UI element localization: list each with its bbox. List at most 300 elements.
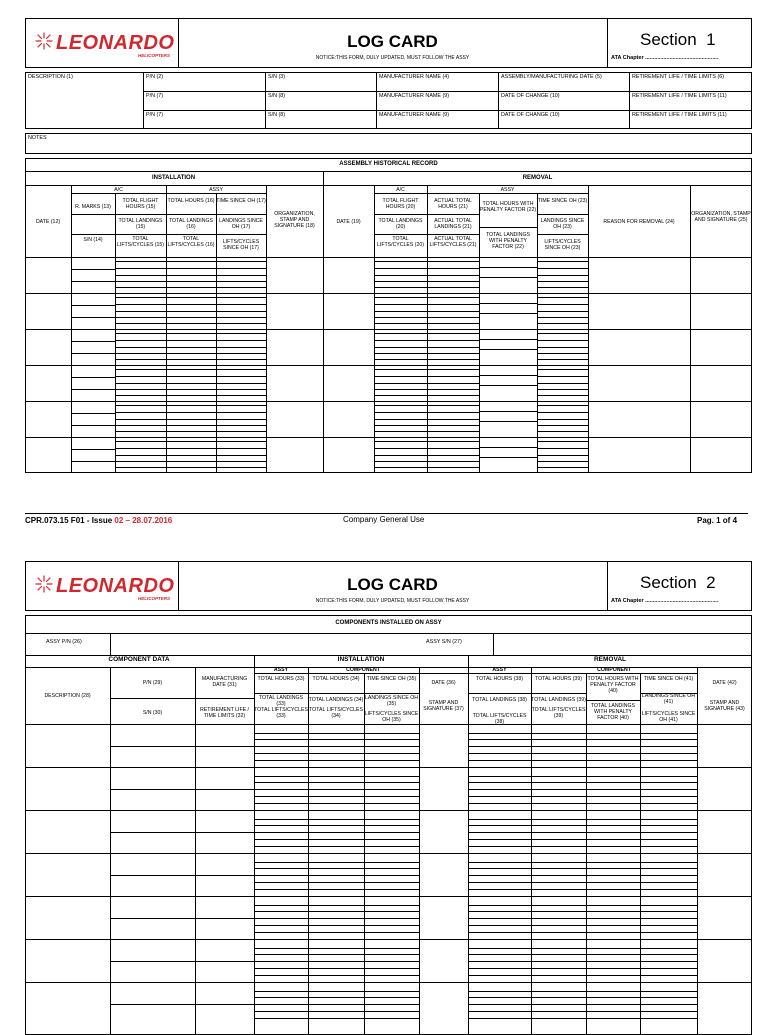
id-ret-1: RETIREMENT LIFE / TIME LIMITS (6): [632, 74, 725, 80]
record-subline: [115, 461, 266, 462]
notice-text-2: NOTICE:THIS FORM, DULY UPDATED, MUST FOLLOW THE ASSY: [315, 598, 470, 604]
component-subline: [254, 819, 419, 820]
record-subline: [537, 425, 588, 426]
record-subline: [115, 261, 266, 262]
component-subline: [468, 1004, 697, 1005]
id-sn-2: S/N (8): [268, 93, 286, 99]
assy-label-install: ASSY: [209, 187, 223, 193]
record-subline: [537, 405, 588, 406]
section-label-2: Section 2: [640, 573, 716, 592]
record-group-divider: [25, 401, 752, 402]
component-subline: [254, 776, 419, 777]
rem-lso41-header: LANDINGS SINCE OH (41): [641, 693, 696, 705]
component-subline: [468, 803, 697, 804]
component-subline: [254, 925, 419, 926]
record-subline: [115, 268, 266, 269]
removal-tlpf-header: TOTAL LANDINGS WITH PENALTY FACTOR (22): [485, 232, 530, 250]
inst-stamp37-header: STAMP AND SIGNATURE (37): [423, 700, 464, 712]
component-subline: [110, 961, 254, 962]
logo-wordmark-2: LEONARDO: [56, 575, 175, 597]
record-subline: [71, 341, 116, 342]
notes-label: NOTES: [28, 135, 47, 141]
component-subline: [468, 925, 697, 926]
component-subline: [468, 796, 697, 797]
record-subline: [115, 412, 266, 413]
comp-ret-header: RETIREMENT LIFE / TIME LIMITS (32): [200, 707, 249, 719]
record-subline: [537, 376, 588, 377]
removal-label-2: REMOVAL: [593, 656, 627, 663]
component-subline: [468, 905, 697, 906]
inst-date36-header: DATE (36): [431, 680, 456, 686]
record-subline: [479, 267, 537, 268]
notes-box[interactable]: [25, 133, 752, 154]
removal-tso-header: TIME SINCE OH (23): [537, 198, 588, 204]
footer-page-number: Pag. 1 of 4: [697, 516, 738, 525]
component-subline: [468, 832, 697, 833]
logo-subtitle-2: HELICOPTERS: [138, 596, 171, 601]
record-subline: [115, 389, 266, 390]
record-subline: [537, 448, 588, 449]
record-subline: [71, 449, 116, 450]
removal-date-header: DATE (19): [336, 219, 361, 225]
component-group-divider: [25, 767, 752, 768]
record-subline: [374, 389, 479, 390]
record-subline: [115, 441, 266, 442]
component-subline: [254, 862, 419, 863]
rem-tl38-header: TOTAL LANDINGS (38): [472, 697, 527, 703]
page-title-2: LOG CARD: [347, 575, 438, 594]
record-subline: [115, 419, 266, 420]
record-subline: [537, 268, 588, 269]
record-subline: [537, 412, 588, 413]
record-subline: [115, 317, 266, 318]
install-tso-header: TIME SINCE OH (17): [216, 198, 266, 204]
inst-tl33-header: TOTAL LANDINGS (33): [258, 695, 303, 707]
rem-tlpf40-header: TOTAL LANDINGS WITH PENALTY FACTOR (40): [590, 703, 635, 721]
record-group-divider: [25, 293, 752, 294]
component-subline: [254, 918, 419, 919]
install-rmarks-header: R. MARKS (13): [75, 204, 111, 210]
component-subline: [110, 875, 254, 876]
record-subline: [537, 395, 588, 396]
record-subline: [374, 425, 479, 426]
record-subline: [537, 261, 588, 262]
record-subline: [479, 457, 537, 458]
removal-thpf-header: TOTAL HOURS WITH PENALTY FACTOR (22): [479, 201, 537, 213]
components-title: COMPONENTS INSTALLED ON ASSY: [335, 620, 442, 626]
install-tlc-header: TOTAL LIFTS/CYCLES (15): [117, 236, 164, 248]
rem-th39-header: TOTAL HOURS (39): [535, 676, 582, 682]
record-subline: [374, 347, 479, 348]
record-subline: [479, 303, 537, 304]
comp-desc-header: DESCRIPTION (28): [44, 693, 91, 699]
record-subline: [374, 340, 479, 341]
component-group-divider: [25, 810, 752, 811]
record-subline: [374, 419, 479, 420]
record-subline: [537, 317, 588, 318]
component-subline: [254, 825, 419, 826]
component-subline: [254, 954, 419, 955]
record-subline: [537, 347, 588, 348]
component-subline: [468, 975, 697, 976]
removal-reason-header: REASON FOR REMOVAL (24): [603, 219, 675, 225]
record-subline: [479, 339, 537, 340]
component-group-divider: [25, 853, 752, 854]
component-subline: [254, 975, 419, 976]
record-subline: [115, 297, 266, 298]
record-subline: [537, 455, 588, 456]
install-org-header: ORGANIZATION, STAMP AND SIGNATURE (18): [274, 211, 315, 229]
record-subline: [115, 425, 266, 426]
record-subline: [71, 377, 116, 378]
component-subline: [468, 825, 697, 826]
record-subline: [374, 431, 479, 432]
record-subline: [374, 333, 479, 334]
removal-tfh-header: TOTAL FLIGHT HOURS (20): [382, 198, 419, 210]
component-subline: [468, 889, 697, 890]
record-group-divider: [25, 329, 752, 330]
component-subline: [254, 875, 419, 876]
record-subline: [115, 359, 266, 360]
leonardo-starburst-icon: [33, 574, 55, 594]
record-subline: [479, 421, 537, 422]
install-tlc2-header: TOTAL LIFTS/CYCLES (16): [167, 236, 215, 248]
record-subline: [537, 304, 588, 305]
inst-lso35-header: LANDINGS SINCE OH (35): [364, 695, 419, 707]
rem-tlc39-header: TOTAL LIFTS/CYCLES (39): [531, 707, 586, 719]
record-subline: [537, 461, 588, 462]
component-subline: [254, 932, 419, 933]
comp-sn-header: S/N (30): [142, 710, 163, 716]
record-subline: [71, 353, 116, 354]
component-subline: [254, 911, 419, 912]
ac-label-removal: A/C: [396, 187, 405, 193]
component-subline: [468, 819, 697, 820]
component-subline: [468, 760, 697, 761]
component-subline: [254, 760, 419, 761]
record-subline: [479, 349, 537, 350]
id-pn-2: P/N (7): [146, 93, 164, 99]
record-subline: [374, 441, 479, 442]
rem-tl39-header: TOTAL LANDINGS (39): [531, 697, 586, 703]
record-subline: [71, 269, 116, 270]
ac-label-install: A/C: [114, 187, 123, 193]
record-subline: [115, 448, 266, 449]
record-subline: [374, 261, 479, 262]
record-subline: [115, 353, 266, 354]
removal-atlc-header: ACTUAL TOTAL LIFTS/CYCLES (21): [429, 236, 477, 248]
record-subline: [115, 323, 266, 324]
component-subline: [254, 839, 419, 840]
component-subline: [468, 846, 697, 847]
record-subline: [537, 359, 588, 360]
component-label-2a: COMPONENT: [346, 667, 380, 673]
logo-subtitle: HELICOPTERS: [138, 53, 171, 58]
component-subline: [468, 948, 697, 949]
component-subline: [468, 961, 697, 962]
install-sn-header: S/N (14): [83, 237, 103, 243]
component-subline: [468, 868, 697, 869]
record-subline: [537, 369, 588, 370]
record-subline: [537, 431, 588, 432]
inst-th34-header: TOTAL HOURS (34): [312, 676, 360, 682]
record-subline: [479, 313, 537, 314]
record-subline: [537, 275, 588, 276]
record-subline: [374, 455, 479, 456]
component-subline: [254, 1018, 419, 1019]
record-subline: [374, 412, 479, 413]
record-subline: [374, 317, 479, 318]
component-subline: [254, 1004, 419, 1005]
inst-lcso35-header: LIFTS/CYCLES SINCE OH (35): [364, 711, 419, 723]
installation-label-2: INSTALLATION: [337, 656, 385, 663]
record-subline: [537, 353, 588, 354]
record-subline: [115, 347, 266, 348]
comp-pn-header: P/N (29): [142, 680, 163, 686]
component-subline: [468, 882, 697, 883]
record-subline: [71, 317, 116, 318]
record-subline: [374, 311, 479, 312]
removal-tl-header: TOTAL LANDINGS (20): [378, 218, 423, 230]
record-subline: [115, 455, 266, 456]
record-subline: [479, 385, 537, 386]
id-desc-1: DESCRIPTION (1): [28, 74, 73, 80]
component-subline: [110, 918, 254, 919]
ata-chapter-2: ATA Chapter ................................................: [611, 598, 719, 604]
notice-text: NOTICE:THIS FORM, DULY UPDATED, MUST FOLLOW THE ASSY: [315, 55, 470, 61]
component-subline: [468, 1018, 697, 1019]
record-subline: [115, 369, 266, 370]
record-subline: [115, 340, 266, 341]
record-subline: [537, 297, 588, 298]
component-subline: [254, 948, 419, 949]
install-tl-header: TOTAL LANDINGS (15): [118, 218, 163, 230]
record-group-divider: [25, 365, 752, 366]
record-subline: [115, 333, 266, 334]
record-subline: [374, 405, 479, 406]
record-subline: [71, 461, 116, 462]
component-subline: [468, 746, 697, 747]
component-subline: [468, 932, 697, 933]
id-ret-2: RETIREMENT LIFE / TIME LIMITS (11): [632, 93, 727, 99]
ata-chapter: ATA Chapter ................................................: [611, 55, 719, 61]
logo-wordmark: LEONARDO: [56, 32, 175, 54]
id-ret-3: RETIREMENT LIFE / TIME LIMITS (11): [632, 112, 727, 118]
component-subline: [254, 868, 419, 869]
removal-lso-header: LANDINGS SINCE OH (23): [540, 218, 585, 230]
component-group-divider: [25, 982, 752, 983]
component-subline: [254, 753, 419, 754]
component-subline: [110, 1004, 254, 1005]
assy-label-removal: ASSY: [500, 187, 515, 193]
rem-thpf40-header: TOTAL HOURS WITH PENALTY FACTOR (40): [587, 676, 639, 694]
assy-label-2a: ASSY: [273, 667, 289, 673]
component-subline: [254, 746, 419, 747]
component-subline: [468, 776, 697, 777]
component-subline: [468, 862, 697, 863]
record-subline: [537, 287, 588, 288]
record-subline: [537, 311, 588, 312]
record-subline: [537, 419, 588, 420]
id-sn-1: S/N (3): [268, 74, 286, 80]
comp-mfg-header: MANUFACTURING DATE (31): [201, 676, 248, 688]
rem-tlc38-header: TOTAL LIFTS/CYCLES (38): [472, 713, 527, 725]
component-group-divider: [25, 896, 752, 897]
record-subline: [374, 304, 479, 305]
install-lso-header: LANDINGS SINCE OH (17): [219, 218, 263, 230]
record-subline: [115, 275, 266, 276]
record-subline: [115, 304, 266, 305]
rem-tso41-header: TIME SINCE OH (41): [643, 676, 694, 682]
component-subline: [468, 968, 697, 969]
component-subline: [468, 733, 697, 734]
record-subline: [479, 375, 537, 376]
record-subline: [374, 287, 479, 288]
id-mfr-3: MANUFACTURER NAME (9): [379, 112, 450, 118]
section-label: Section 1: [640, 30, 716, 49]
record-subline: [374, 323, 479, 324]
record-subline: [374, 353, 479, 354]
installation-label: INSTALLATION: [151, 175, 196, 181]
footer-doc-id: CPR.073.15 F01 - Issue 02 – 28.07.2016: [25, 516, 173, 525]
component-subline: [468, 991, 697, 992]
id-pn-1: P/N (2): [146, 74, 164, 80]
component-subline: [254, 803, 419, 804]
record-title: ASSEMBLY HISTORICAL RECORD: [339, 161, 438, 167]
component-subline: [468, 782, 697, 783]
id-date-2: DATE OF CHANGE (10): [501, 93, 560, 99]
id-date-1: ASSEMBLY/MANUFACTURING DATE (5): [501, 74, 602, 80]
record-subline: [479, 277, 537, 278]
record-subline: [71, 389, 116, 390]
inst-tlc34-header: TOTAL LIFTS/CYCLES (34): [309, 707, 363, 719]
record-subline: [537, 323, 588, 324]
component-subline: [254, 846, 419, 847]
assy-pn-label: ASSY P/N (26): [46, 639, 82, 645]
component-subline: [468, 739, 697, 740]
footer-classification: Company General Use: [343, 515, 425, 524]
record-subline: [115, 287, 266, 288]
component-subline: [468, 911, 697, 912]
component-subline: [254, 782, 419, 783]
inst-tl34-header: TOTAL LANDINGS (34): [308, 697, 364, 703]
component-subline: [254, 789, 419, 790]
component-subline: [110, 746, 254, 747]
component-label-2b: COMPONENT: [597, 667, 631, 673]
removal-ath-header: ACTUAL TOTAL HOURS (21): [434, 198, 472, 210]
component-subline: [110, 832, 254, 833]
assy-sn-label: ASSY S/N (27): [426, 639, 462, 645]
record-subline: [374, 395, 479, 396]
removal-org-header: ORGANIZATION, STAMP AND SIGNATURE (25): [691, 211, 751, 223]
rem-date42-header: DATE (42): [712, 680, 737, 686]
record-group-divider: [25, 437, 752, 438]
component-subline: [254, 739, 419, 740]
record-subline: [115, 395, 266, 396]
record-subline: [115, 383, 266, 384]
component-subline: [254, 889, 419, 890]
component-subline: [468, 954, 697, 955]
component-subline: [254, 1011, 419, 1012]
component-subline: [468, 875, 697, 876]
removal-lcso-header: LIFTS/CYCLES SINCE OH (23): [544, 239, 581, 251]
record-subline: [537, 467, 588, 468]
rem-lcso41-header: LIFTS/CYCLES SINCE OH (41): [641, 711, 696, 723]
record-subline: [71, 413, 116, 414]
record-subline: [537, 333, 588, 334]
record-subline: [537, 441, 588, 442]
record-subline: [115, 405, 266, 406]
component-data-label: COMPONENT DATA: [108, 656, 170, 663]
record-subline: [374, 376, 479, 377]
install-tfh-header: TOTAL FLIGHT HOURS (15): [122, 198, 159, 210]
id-mfr-2: MANUFACTURER NAME (9): [379, 93, 450, 99]
record-subline: [115, 311, 266, 312]
record-subline: [374, 467, 479, 468]
component-subline: [254, 961, 419, 962]
inst-tlc33-header: TOTAL LIFTS/CYCLES (33): [254, 707, 308, 719]
id-mfr-1: MANUFACTURER NAME (4): [379, 74, 450, 80]
identification-grid: [25, 72, 752, 129]
component-subline: [468, 789, 697, 790]
record-subline: [479, 411, 537, 412]
page-title: LOG CARD: [347, 32, 438, 51]
component-subline: [254, 905, 419, 906]
record-subline: [374, 275, 479, 276]
inst-th33-header: TOTAL HOURS (33): [257, 676, 305, 682]
record-subline: [115, 376, 266, 377]
install-tl2-header: TOTAL LANDINGS (16): [168, 218, 213, 230]
component-subline: [254, 968, 419, 969]
record-subline: [479, 447, 537, 448]
assy-label-2b: ASSY: [492, 667, 507, 673]
component-subline: [468, 753, 697, 754]
record-subline: [537, 340, 588, 341]
component-subline: [468, 839, 697, 840]
record-subline: [537, 389, 588, 390]
component-subline: [254, 991, 419, 992]
record-subline: [374, 383, 479, 384]
id-date-3: DATE OF CHANGE (10): [501, 112, 560, 118]
record-subline: [374, 297, 479, 298]
record-subline: [115, 281, 266, 282]
component-subline: [468, 997, 697, 998]
record-subline: [374, 268, 479, 269]
record-subline: [115, 467, 266, 468]
record-subline: [71, 425, 116, 426]
record-subline: [374, 369, 479, 370]
record-subline: [115, 431, 266, 432]
record-subline: [537, 383, 588, 384]
install-date-header: DATE (12): [35, 219, 61, 225]
record-subline: [71, 281, 116, 282]
component-group-divider: [25, 939, 752, 940]
record-subline: [374, 281, 479, 282]
component-subline: [254, 733, 419, 734]
component-subline: [254, 796, 419, 797]
leonardo-starburst-icon: [33, 31, 55, 51]
id-sn-3: S/N (8): [268, 112, 286, 118]
removal-tlc-header: TOTAL LIFTS/CYCLES (20): [377, 236, 424, 248]
component-subline: [468, 1011, 697, 1012]
record-subline: [374, 359, 479, 360]
component-subline: [110, 789, 254, 790]
rem-stamp43-header: STAMP AND SIGNATURE (43): [704, 700, 745, 712]
record-subline: [537, 281, 588, 282]
record-subline: [374, 448, 479, 449]
component-subline: [254, 832, 419, 833]
record-subline: [71, 305, 116, 306]
